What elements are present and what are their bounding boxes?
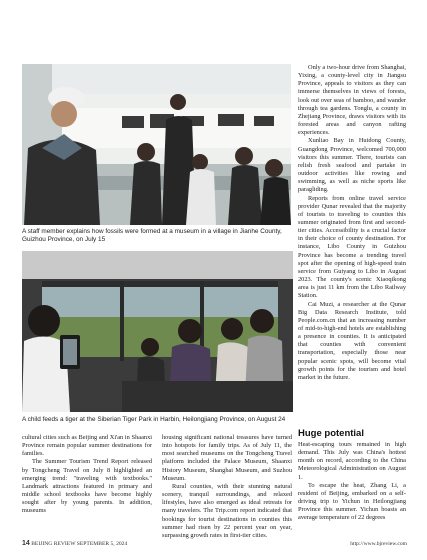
bottom-left-cont: cultural cities such as Beijing and Xi'an in Shaanxi Province remain popular summer destinations for families. [22,434,152,458]
right-paragraph: Heat-escaping tours remained in high demand. This July was China's hottest month on record, according to the China Meteorological Administration on August 1. [298,441,406,481]
bottom-left-paragraph: The Summer Tourism Trend Report released by Tongcheng Travel on July 8 highlighted an emerging trend: "traveling with textbooks." Landmark attractions featured in primary and middle school textbooks have become highly sought after by young parents. In addition, museums [22,458,152,515]
right-paragraph: Xunliao Bay in Huidong County, Guangdong Province, welcomed 700,000 visitors this summer. There, tourists can relish fresh seafood and partake in outdoor activities like rowing and swimming, as well as niche sports like paragliding. [298,137,406,194]
museum-photo [22,64,291,225]
right-column-lower [298,441,406,523]
section-heading: Huge potential [298,428,364,439]
right-paragraph: To escape the heat, Zhang Li, a resident of Beijing, embarked on a self-driving trip to Yichun in Heilongjiang Province this summer. Yichun boasts an average temperature of 22 degrees [298,481,406,522]
tiger-bus-photo [22,251,293,412]
right-paragraph: Cai Muzi, a researcher at the Qunar Big Data Research Institute, told People.com.cn that an increasing number of mid-to-high-end hotels are establishing a presence in counties. It is anticipated that counties with convenient transportation, especially those near popular scenic spots, will become vital growth points for the tourism and hotel market in the future. [298,300,406,381]
museum-photo-graphic [22,64,291,225]
magazine-name: BEIJING REVIEW SEPTEMBER 5, 2024 [31,541,128,547]
right-column [298,64,406,382]
right-paragraph: Reports from online travel service provider Qunar revealed that the majority of tourists to traveling to counties this summer originated from first and second-tier cities. Accessibility is a crucial factor in their choice of county destination. For instance, Libo County in Guizhou Province has become a trending travel spot after the opening of high-speed train service from Guiyang to Libo in August 2023. The county's scenic Xiaoqikong area is just 11 km from the Libo Railway Station. [298,194,406,300]
right-paragraph: Only a two-hour drive from Shanghai, Yixing, a county-level city in Jiangsu Province, appeals to visitors as they can immerse themselves in views of forests, look out over seas of bamboo, and wander through tea gardens. Tonglu, a county in Zhejiang Province, draws visitors with its forested areas and canyon rafting experiences. [298,64,406,137]
bottom-mid-paragraph: Rural counties, with their stunning natural scenery, tranquil surroundings, and relaxed lifestyles, have also emerged as ideal retreats for many travelers. The Trip.com report indicated that bookings for tourist destinations in counties this summer had risen by 22 percent year on year, surpassing growth rates in first-tier cities. [162,482,292,539]
page-footer-url[interactable]: http://www.bjreview.com [350,541,407,547]
page-number: 14 [22,540,30,547]
bottom-left-column [22,434,152,516]
bottom-mid-cont: housing significant national treasures have turned into hotspots for family trips. As of July 11, the most searched museums on the Tongcheng Travel platform included the Palace Museum, Shaanxi History Museum, Shanghai Museum, and Suzhou Museum. [162,434,292,482]
photo2-caption: A child feeds a tiger at the Siberian Tiger Park in Harbin, Heilongjiang Province, on August 24 [22,416,286,423]
tiger-bus-photo-graphic [22,251,293,412]
page-footer-left [22,540,127,547]
photo1-caption: A staff member explains how fossils were formed at a museum in a village in Jianhe County, Guizhou Province, on July 15 [22,228,282,244]
bottom-middle-column [162,434,292,540]
